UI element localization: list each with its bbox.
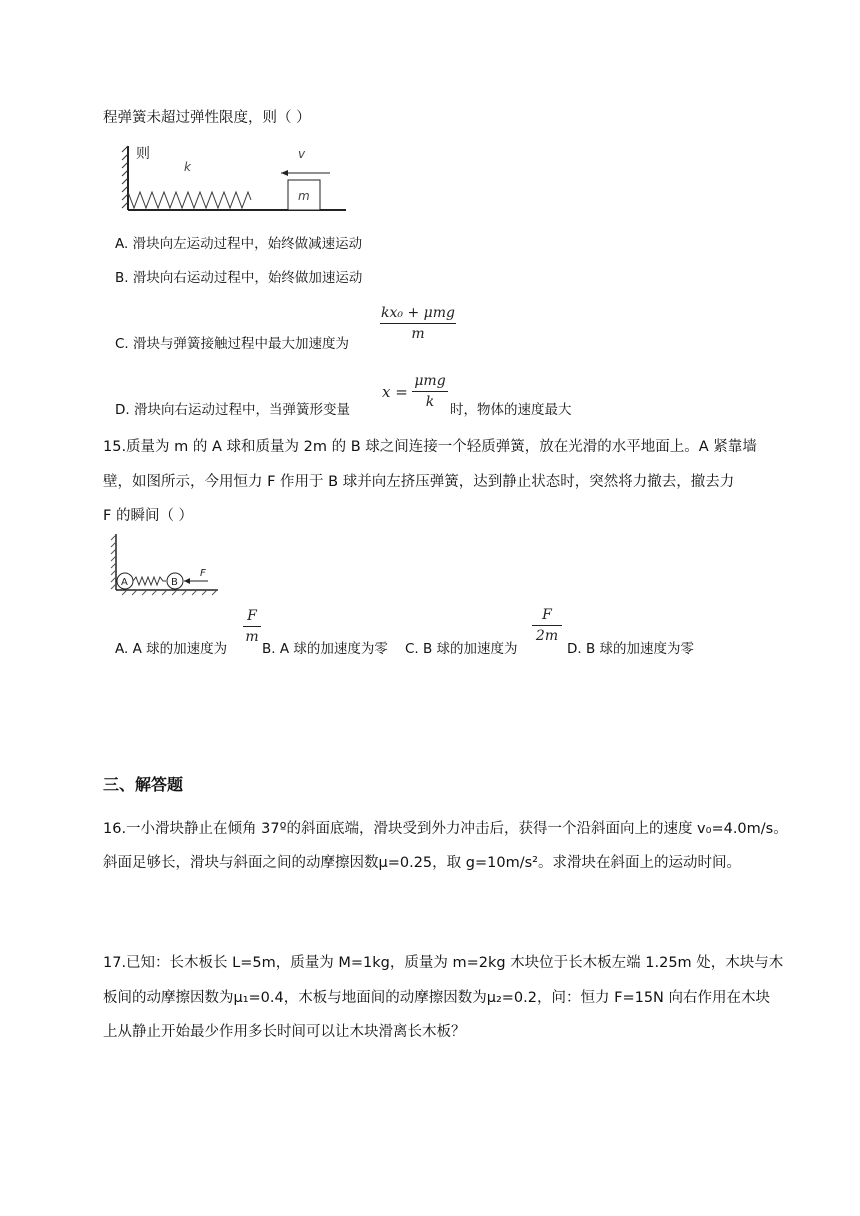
q15-c-numerator: F xyxy=(542,607,552,623)
q14-wall-label: 则 xyxy=(136,146,150,162)
q14-block-label: m xyxy=(298,189,310,203)
section-3-title: 三、解答题 xyxy=(103,775,184,794)
q14-c-numerator: kx₀ + μmg xyxy=(381,305,455,321)
q14-option-d-tail: 时，物体的速度最大 xyxy=(450,402,572,418)
q15-line-3: F 的瞬间（ ） xyxy=(103,508,194,524)
q16-line-1: 16.一小滑块静止在倾角 37º的斜面底端，滑块受到外力冲击后，获得一个沿斜面向上的速度 v₀=4.0m/s。 xyxy=(103,821,788,837)
q15-c-denominator: 2m xyxy=(535,628,559,644)
q14-option-c: C. 滑块与弹簧接触过程中最大加速度为 xyxy=(115,336,350,352)
q14-option-b: B. 滑块向右运动过程中，始终做加速运动 xyxy=(115,270,363,286)
q16-line-2: 斜面足够长，滑块与斜面之间的动摩擦因数μ=0.25，取 g=10m/s²。求滑块在斜面上的运动时间。 xyxy=(103,855,741,871)
q14-option-a: A. 滑块向左运动过程中，始终做减速运动 xyxy=(115,236,363,252)
q15-force-label: F xyxy=(200,568,206,579)
q15-ball-b-label: B xyxy=(171,577,178,588)
q15-option-c-formula xyxy=(532,607,562,644)
q15-option-d: D. B 球的加速度为零 xyxy=(567,641,695,657)
q14-d-denominator: k xyxy=(425,394,435,410)
q14-d-lhs: x = xyxy=(382,383,408,401)
q17-line-1: 17.已知：长木板长 L=5m，质量为 M=1kg，质量为 m=2kg 木块位于长木板左端 1.25m 处，木块与木 xyxy=(103,955,784,971)
q15-option-a-formula xyxy=(243,608,261,645)
q14-spring-label: k xyxy=(184,160,191,174)
q14-stem-tail: 程弹簧未超过弹性限度，则（ ） xyxy=(103,110,311,126)
q17-line-3: 上从静止开始最少作用多长时间可以让木块滑离长木板？ xyxy=(103,1024,466,1040)
q15-a-denominator: m xyxy=(245,629,259,645)
q15-ball-a-label: A xyxy=(121,577,128,588)
q15-balls-spring-figure xyxy=(108,532,223,598)
q14-c-denominator: m xyxy=(411,326,425,342)
q15-a-numerator: F xyxy=(247,608,257,624)
q15-option-a: A. A 球的加速度为 xyxy=(115,641,228,657)
q15-option-b: B. A 球的加速度为零 xyxy=(262,641,388,657)
q15-line-1: 15.质量为 m 的 A 球和质量为 2m 的 B 球之间连接一个轻质弹簧，放在光滑的水平地面上。A 紧靠墙 xyxy=(103,439,757,455)
q17-line-2: 板间的动摩擦因数为μ₁=0.4，木板与地面间的动摩擦因数为μ₂=0.2，问：恒力 F=15N 向右作用在木块 xyxy=(103,990,770,1006)
q14-spring-block-figure xyxy=(118,140,353,216)
q14-option-d: D. 滑块向右运动过程中，当弹簧形变量 xyxy=(115,402,350,418)
q14-option-c-formula xyxy=(380,305,456,342)
q14-d-numerator: μmg xyxy=(414,373,446,389)
q15-line-2: 壁，如图所示，今用恒力 F 作用于 B 球并向左挤压弹簧，达到静止状态时，突然将力撤去，撤去力 xyxy=(103,474,735,490)
q14-option-d-formula xyxy=(412,373,448,410)
q15-option-c: C. B 球的加速度为 xyxy=(405,641,518,657)
q14-velocity-label: v xyxy=(298,147,306,161)
